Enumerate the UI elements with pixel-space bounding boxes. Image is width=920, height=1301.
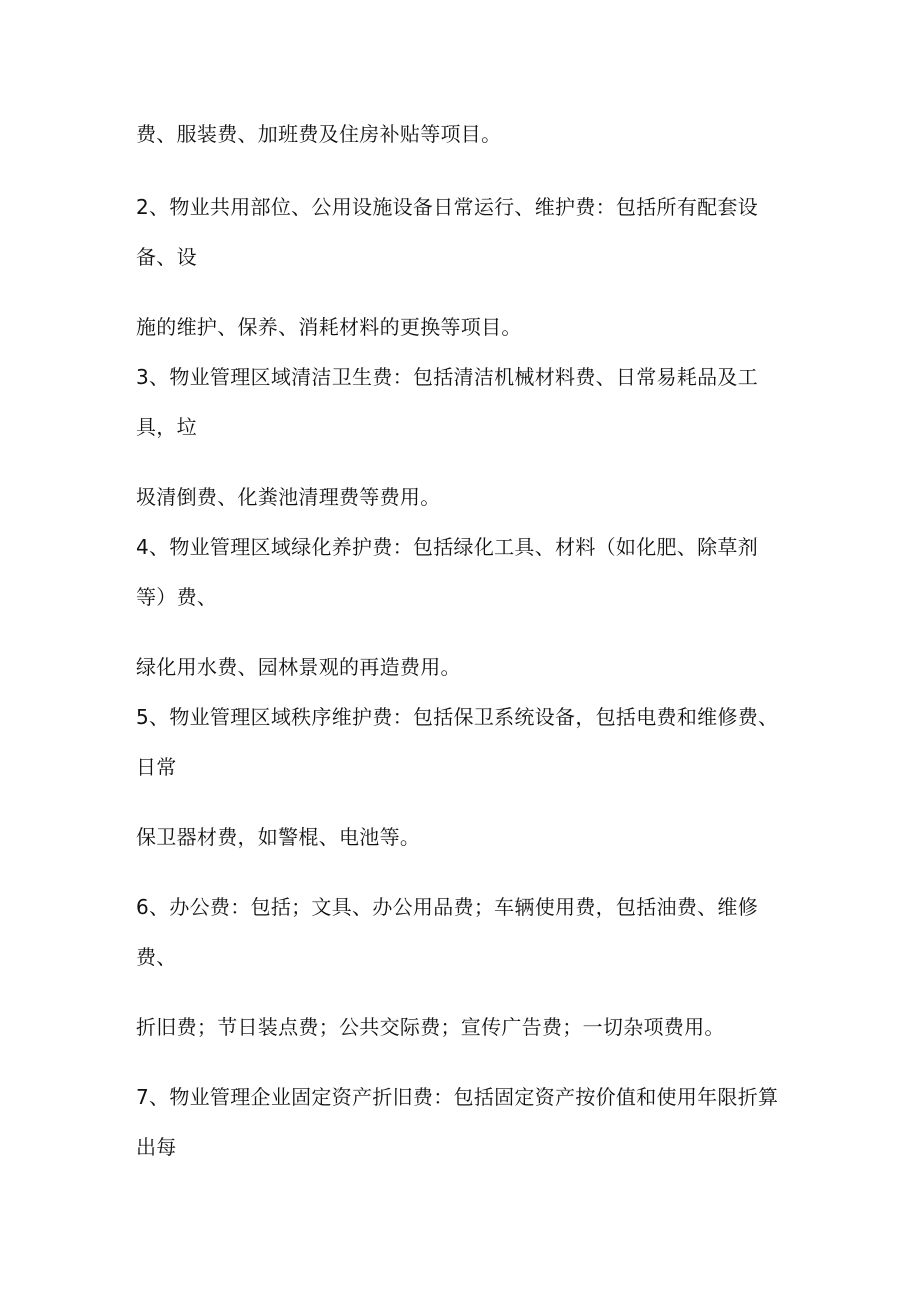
text-line: 等）费、 <box>136 585 218 609</box>
text-line: 施的维护、保养、消耗材料的更换等项目。 <box>136 315 522 339</box>
text-line: 2、物业共用部位、公用设施设备日常运行、维护费：包括所有配套设 <box>136 195 759 219</box>
text-line: 保卫器材费，如警棍、电池等。 <box>136 825 421 849</box>
text-line: 备、设 <box>136 245 197 269</box>
text-line: 日常 <box>136 755 177 779</box>
text-line: 费、 <box>136 945 177 969</box>
text-line: 费、服装费、加班费及住房补贴等项目。 <box>136 122 502 146</box>
text-line: 折旧费；节日装点费；公共交际费；宣传广告费；一切杂项费用。 <box>136 1015 725 1039</box>
text-line: 圾清倒费、化粪池清理费等费用。 <box>136 485 441 509</box>
text-line: 6、办公费：包括；文具、办公用品费；车辆使用费，包括油费、维修 <box>136 895 759 919</box>
text-line: 3、物业管理区域清洁卫生费：包括清洁机械材料费、日常易耗品及工 <box>136 365 759 389</box>
text-line: 4、物业管理区域绿化养护费：包括绿化工具、材料（如化肥、除草剂 <box>136 535 759 559</box>
text-line: 出每 <box>136 1135 177 1159</box>
text-line: 绿化用水费、园林景观的再造费用。 <box>136 655 461 679</box>
text-line: 7、物业管理企业固定资产折旧费：包括固定资产按价值和使用年限折算 <box>136 1085 779 1109</box>
text-line: 5、物业管理区域秩序维护费：包括保卫系统设备，包括电费和维修费、 <box>136 705 779 729</box>
text-line: 具，垃 <box>136 415 197 439</box>
